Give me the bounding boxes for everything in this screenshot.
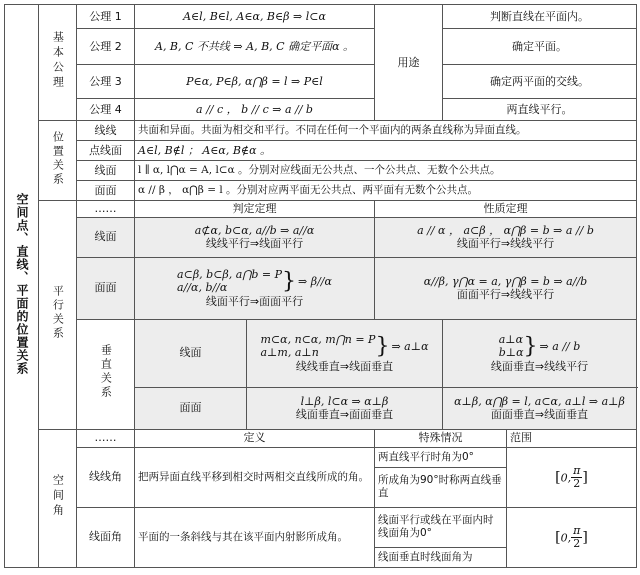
parallel-header-property: 性质定理: [375, 201, 637, 218]
position-point-line-plane-text: A∈l, B∉l ； A∈α, B∉α 。: [135, 141, 637, 161]
axiom-3-use: 确定两平面的交线。: [443, 65, 637, 99]
perpendicular-line-plane-judge-result: ⇒ a⊥α: [391, 339, 429, 353]
perpendicular-plane-plane-judge-formula: l⊥β, l⊂α ⇒ α⊥β: [300, 394, 389, 408]
parallel-line-plane-judge-formula: a⊄α, b⊂α, a//b ⇒ a//α: [194, 223, 315, 237]
parallel-line-plane-property-formula: a // α ， a⊂β ， α⋂β = b ⇒ a // b: [417, 223, 594, 237]
brace-icon: }: [375, 333, 390, 359]
perpendicular-plane-plane-judge-caption: 线面垂直⇒面面垂直: [295, 408, 394, 422]
range-right-bracket: ]: [582, 469, 588, 486]
axiom-1-use: 判断直线在平面内。: [443, 5, 637, 29]
perpendicular-line-plane-property-line1: a⊥α: [498, 332, 524, 346]
angle-line-line-special1: 两直线平行时角为0°: [375, 447, 507, 467]
position-plane-plane-text: α // β ， α⋂β = l 。分别对应两平面无公共点、两平面有无数个公共点。: [135, 181, 637, 201]
range-zero: 0,: [560, 471, 572, 485]
parallel-header-dots: ……: [77, 201, 135, 218]
axioms-usage-label: 用途: [375, 5, 443, 121]
parallel-plane-plane-judge-line1: a⊂β, b⊂β, a⋂b = P: [177, 267, 283, 281]
perpendicular-group-label: 垂直关系: [99, 344, 113, 401]
perpendicular-line-plane-judge-system: [261, 333, 429, 361]
range-right-bracket: ]: [582, 529, 588, 546]
axioms-group-label-cell: [39, 5, 77, 121]
angle-line-line-range: [507, 447, 637, 507]
position-line-plane-name: 线面: [77, 161, 135, 181]
axiom-2-use: 确定平面。: [443, 29, 637, 65]
parallel-line-plane-judge-caption: 线线平行⇒线面平行: [205, 237, 304, 251]
perpendicular-line-plane-property: [443, 319, 637, 387]
angle-line-line-definition: 把两异面直线平移到相交时两相交直线所成的角。: [135, 447, 375, 507]
brace-icon: }: [282, 268, 297, 294]
angle-line-plane-special1: 线面平行或线在平面内时线面角为0°: [375, 507, 507, 547]
perpendicular-group-label-cell: [77, 319, 135, 429]
parallel-plane-plane-judge-caption: 线面平行⇒面面平行: [205, 295, 304, 309]
perpendicular-plane-plane-property: [443, 387, 637, 429]
range-denominator: 2: [573, 536, 581, 550]
perpendicular-line-plane-judge-line2: a⊥m, a⊥n: [260, 346, 319, 360]
parallel-plane-plane-judge-line2: a//α, b//α: [177, 281, 228, 295]
range-numerator: π: [573, 523, 581, 537]
angle-line-plane-special2: 线面垂直时线面角为: [375, 547, 507, 567]
angle-line-plane-name: 线面角: [77, 507, 135, 567]
parallel-plane-plane-property-formula: α//β, γ⋂α = a, γ⋂β = b ⇒ a//b: [423, 274, 588, 288]
parallel-line-plane-judge: [135, 217, 375, 257]
angles-group-label-cell: [39, 429, 77, 567]
range-numerator: π: [573, 463, 581, 477]
angles-header-special: 特殊情况: [375, 429, 507, 447]
section-title: 空间点、直线、平面的位置关系: [15, 192, 29, 375]
angle-line-line-name: 线线角: [77, 447, 135, 507]
positions-group-label-cell: [39, 121, 77, 201]
perpendicular-plane-plane-name: 面面: [135, 387, 247, 429]
position-line-line-text: 共面和异面。共面为相交和平行。不同在任何一个平面内的两条直线称为异面直线。: [135, 121, 637, 141]
angles-header-range: 范围: [507, 429, 637, 447]
range-left-bracket: [: [555, 469, 561, 486]
axiom-2-formula: A, B, C 不共线 ⇒ A, B, C 确定平面α 。: [135, 29, 375, 65]
perpendicular-line-plane-judge-lines: [261, 333, 376, 361]
positions-group-label: 位置关系: [51, 130, 65, 187]
parallel-plane-plane-property-caption: 面面平行⇒线线平行: [456, 288, 555, 302]
angle-line-plane-range: [507, 507, 637, 567]
parallel-plane-plane-judge-system: [177, 268, 332, 296]
perpendicular-line-plane-judge: [247, 319, 443, 387]
axiom-4-name: 公理 4: [77, 99, 135, 121]
axioms-group-label: 基本公理: [51, 30, 65, 91]
brace-icon: }: [523, 333, 538, 359]
range-left-bracket: [: [555, 529, 561, 546]
axiom-1-name: 公理 1: [77, 5, 135, 29]
perpendicular-line-plane-property-lines: [499, 333, 524, 361]
parallel-line-plane-property: [375, 217, 637, 257]
perpendicular-plane-plane-property-caption: 面面垂直⇒线面垂直: [490, 408, 589, 422]
parallel-plane-plane-judge-lines: [177, 268, 282, 296]
position-plane-plane-name: 面面: [77, 181, 135, 201]
parallel-header-judge: 判定定理: [135, 201, 375, 218]
perpendicular-line-plane-property-line2: b⊥α: [498, 346, 524, 360]
section-title-cell: [5, 5, 39, 568]
axiom-2-name: 公理 2: [77, 29, 135, 65]
perpendicular-plane-plane-judge: [247, 387, 443, 429]
parallel-group-label-cell: [39, 201, 77, 430]
perpendicular-plane-plane-property-formula: α⊥β, α⋂β = l, a⊂α, a⊥l ⇒ a⊥β: [454, 394, 625, 408]
parallel-line-plane-property-caption: 线面平行⇒线线平行: [456, 237, 555, 251]
perpendicular-line-plane-judge-line1: m⊂α, n⊂α, m⋂n = P: [260, 332, 376, 346]
parallel-plane-plane-property: [375, 257, 637, 319]
angle-line-line-special2: 所成角为90°时称两直线垂直: [375, 467, 507, 507]
range-fraction: [571, 465, 582, 490]
perpendicular-line-plane-judge-caption: 线线垂直⇒线面垂直: [295, 360, 394, 374]
axiom-3-name: 公理 3: [77, 65, 135, 99]
axiom-4-use: 两直线平行。: [443, 99, 637, 121]
angles-header-def: 定义: [135, 429, 375, 447]
perpendicular-line-plane-name: 线面: [135, 319, 247, 387]
position-line-plane-text: l ∥ α, l⋂α = A, l⊂α 。分别对应线面无公共点、一个公共点、无数个公共点。: [135, 161, 637, 181]
parallel-group-label: 平行关系: [51, 285, 65, 341]
parallel-line-plane-name: 线面: [77, 217, 135, 257]
range-zero: 0,: [560, 531, 572, 545]
parallel-plane-plane-judge-result: ⇒ β//α: [298, 274, 332, 288]
parallel-plane-plane-judge: [135, 257, 375, 319]
perpendicular-line-plane-property-result: ⇒ a // b: [539, 339, 581, 353]
axiom-3-formula: P∈α, P∈β, α⋂β = l ⇒ P∈l: [135, 65, 375, 99]
perpendicular-line-plane-property-system: [499, 333, 581, 361]
position-point-line-plane-name: 点线面: [77, 141, 135, 161]
angles-group-label: 空间角: [51, 473, 65, 519]
angle-line-plane-definition: 平面的一条斜线与其在该平面内射影所成角。: [135, 507, 375, 567]
perpendicular-line-plane-property-caption: 线面垂直⇒线线平行: [490, 360, 589, 374]
axiom-1-formula: A∈l, B∈l, A∈α, B∈β ⇒ l⊂α: [135, 5, 375, 29]
range-denominator: 2: [573, 476, 581, 490]
parallel-plane-plane-name: 面面: [77, 257, 135, 319]
angles-header-dots: ……: [77, 429, 135, 447]
range-fraction: [571, 525, 582, 550]
axiom-4-formula: a // c ， b // c ⇒ a // b: [135, 99, 375, 121]
geometry-summary-table: [4, 4, 637, 568]
position-line-line-name: 线线: [77, 121, 135, 141]
